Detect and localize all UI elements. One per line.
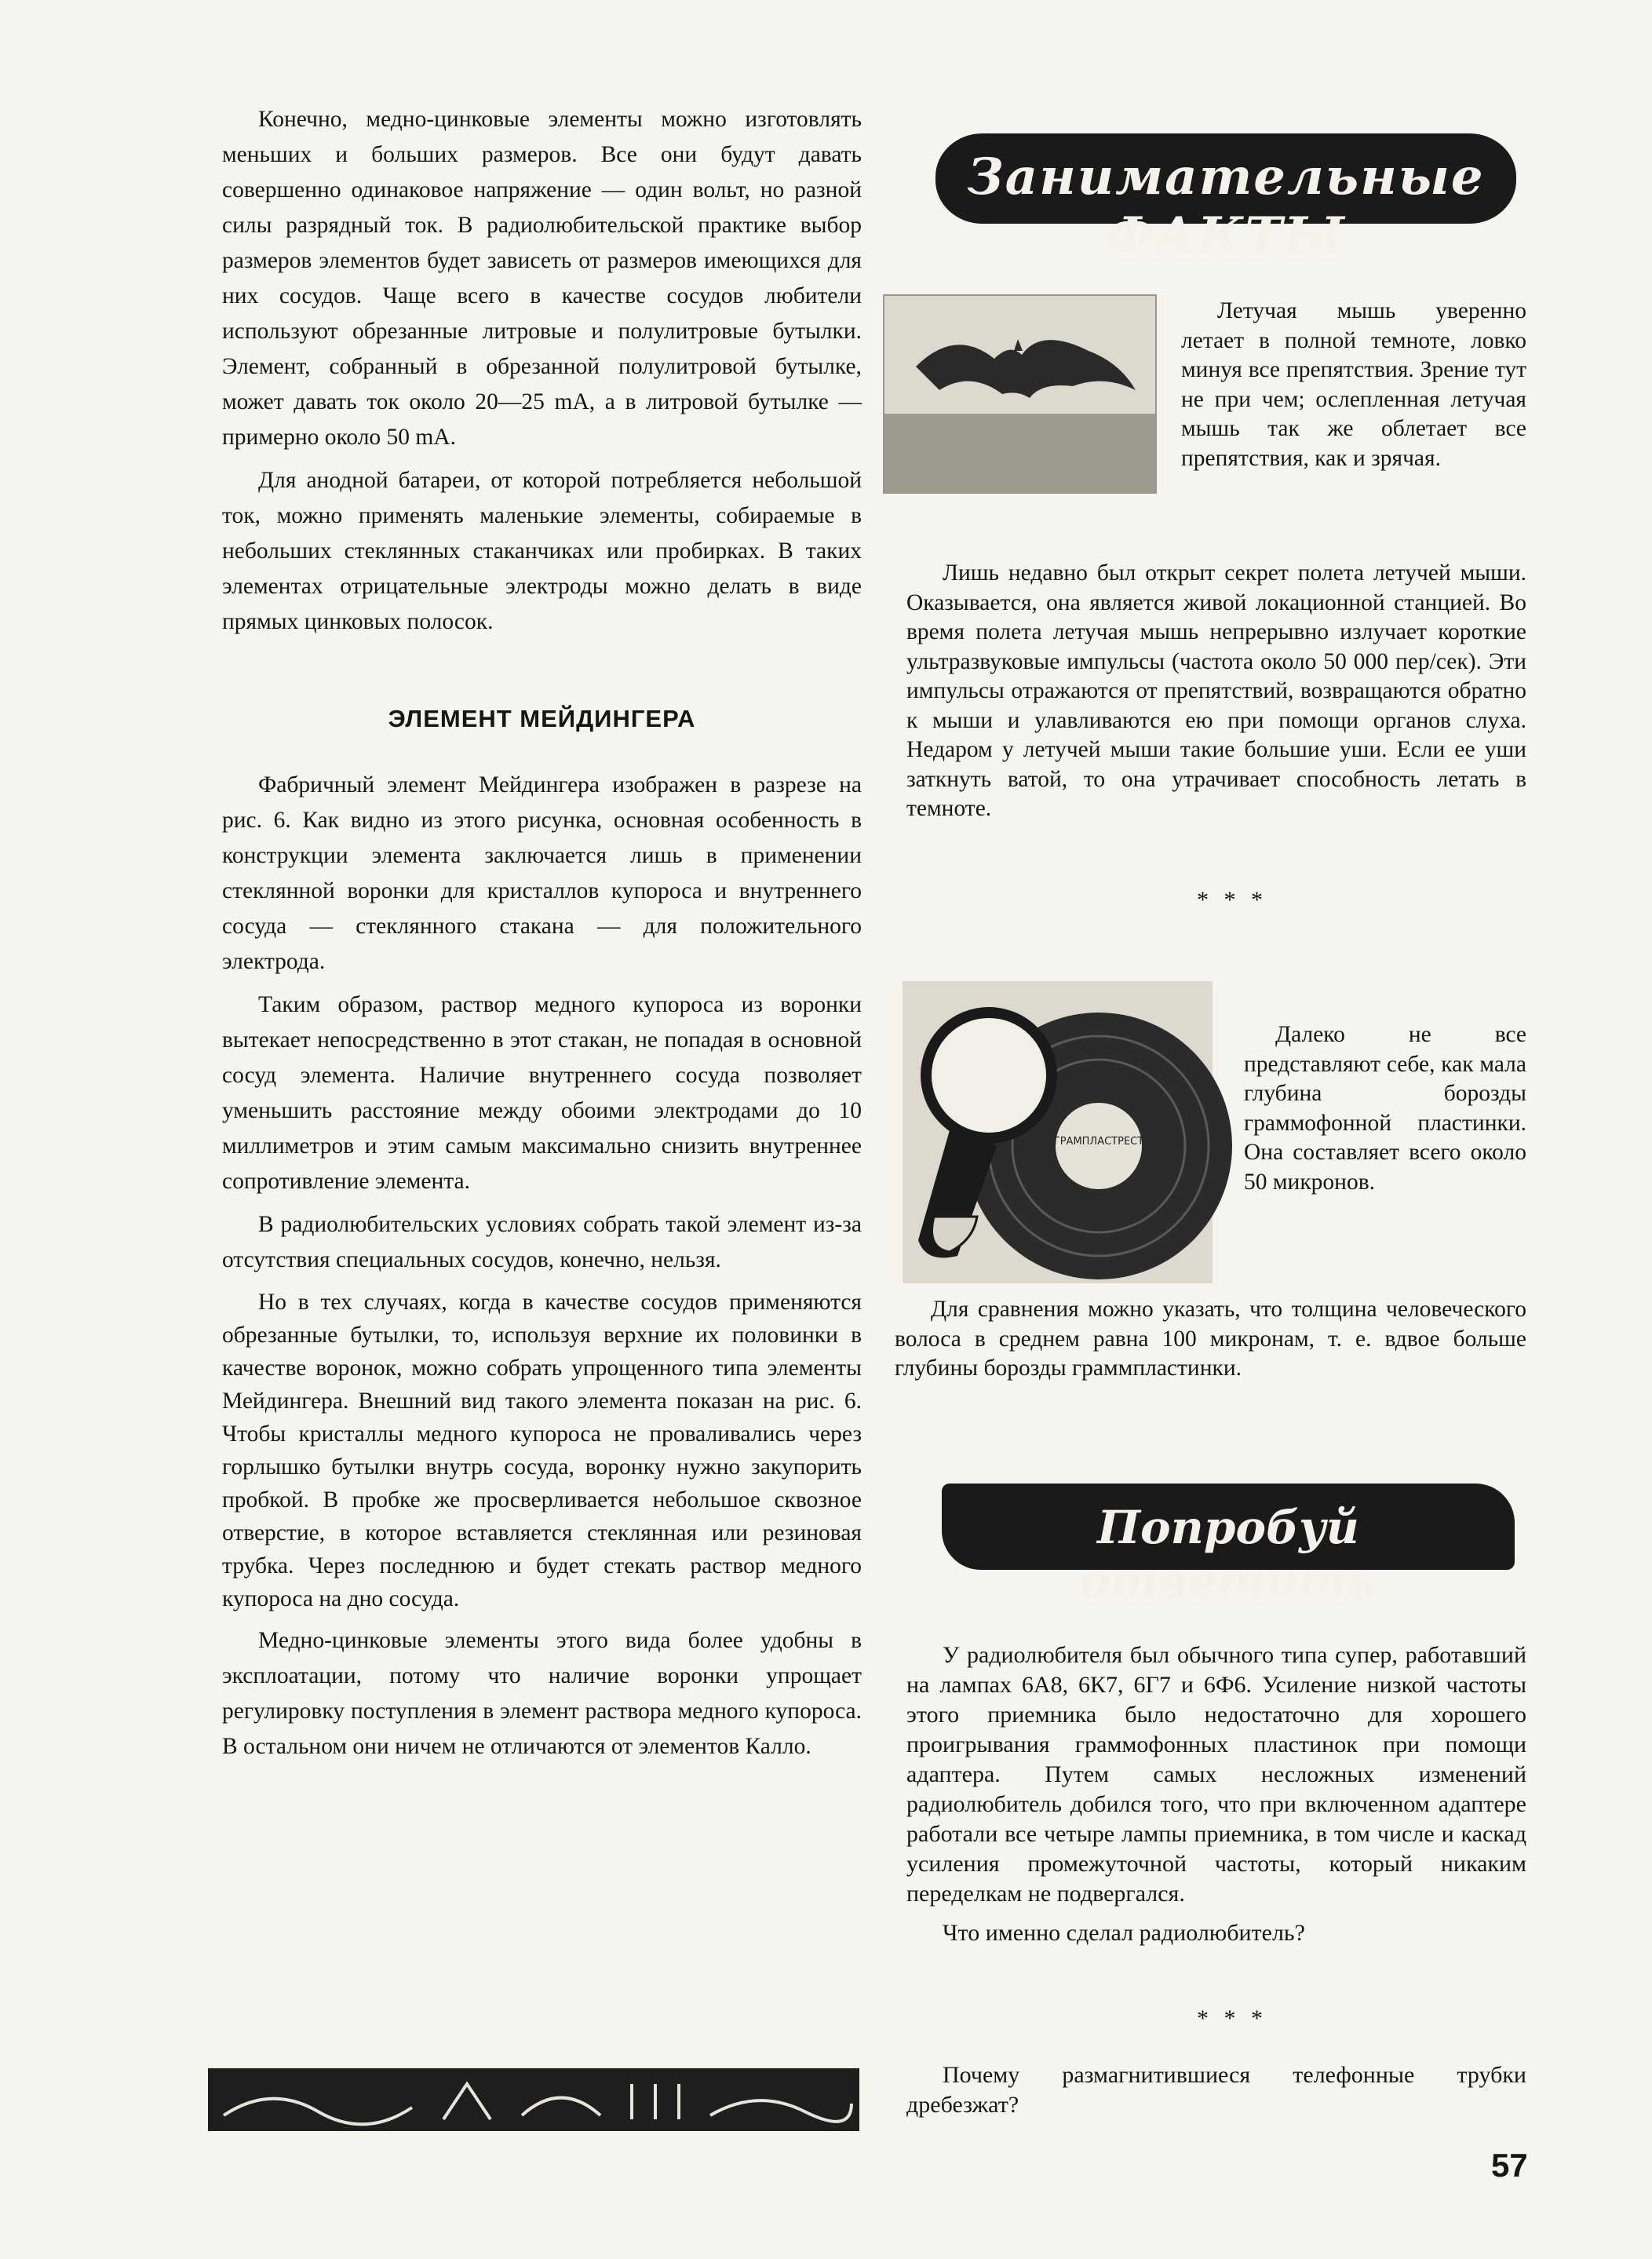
paragraph: Конечно, медно-цинковые элементы можно изготовлять меньших и больших размеров. Все они будут давать совершенно одинаковое напряжение — один вольт, но разной силы разрядный ток. В радиолюбительской практике выбор размеров элементов будет зависеть от размеров имеющихся для них сосудов. Чаще всего в качестве сосудов любители используют обрезанные литровые и полулитровые бутылки. Элемент, собранный в обрезанной полулитровой бутылке, может давать ток около 20—25 mA, а в литровой бутылке — примерно около 50 mA. — [222, 107, 862, 450]
paragraph: У радиолюбителя был обычного типа супер, работавший на лампах 6А8, 6К7, 6Г7 и 6Ф6. Усиление низкой частоты этого приемника было недостаточно для хорошего проигрывания граммофонных пластинок при помощи адаптера. Путем самых несложных изменений радиолюбитель добился того, что при включенном адаптере работали все четыре лампы приемника, в том числе и каскад усиления промежуточной частоты, который никаким переделкам не подвергался. — [906, 1642, 1526, 1907]
section-separator: * * * — [1197, 887, 1267, 913]
left-column — [222, 102, 862, 1772]
paragraph: Летучая мышь уверенно летает в полной темноте, ловко минуя все препятствия. Зрение тут не при чем; ослепленная летучая мышь так же облетает все препятствия, как и зрячая. — [1181, 298, 1526, 471]
page-number: 57 — [1491, 2147, 1528, 2184]
section-separator: * * * — [1197, 2005, 1267, 2031]
facts-title-banner — [935, 133, 1516, 265]
question-two — [906, 2060, 1526, 2120]
paragraph: Лишь недавно был открыт секрет полета летучей мыши. Оказывается, она является живой локационной станцией. Во время полета летучая мышь непрерывно излучает короткие ультразвуковые импульсы (частота около 50 000 пер/сек). Эти импульсы отражаются от препятствий, возвращаются обратно к мыши и улавливаются ею при помощи органов слуха. Недаром у летучей мыши такие большие уши. Если ее уши заткнуть ватой, то она утрачивает способность летать в темноте. — [906, 560, 1526, 821]
paragraph: Для сравнения можно указать, что толщина человеческого волоса в среднем равна 100 микронам, т. е. вдвое больше глубины борозды граммпластинки. — [895, 1297, 1526, 1381]
banner-title: Занимательные ФАКТЫ — [967, 148, 1485, 265]
paragraph: Далеко не все представляют себе, как мала глубина борозды граммофонной пластинки. Она составляет всего около 50 микронов. — [1244, 1022, 1526, 1195]
bat-explanation-text — [906, 559, 1526, 824]
paragraph: Для анодной батареи, от которой потребляется небольшой ток, можно применять маленькие элементы, собираемые в небольших стеклянных стаканчиках или пробирках. В таких элементах отрицательные электроды можно делать в виде прямых цинковых полосок. — [222, 468, 862, 634]
decorative-footer-illustration — [208, 2068, 859, 2131]
record-label-text: ГРАМПЛАСТРЕСТ — [1053, 1136, 1144, 1148]
bat-intro-text — [1181, 297, 1526, 473]
paragraph: Таким образом, раствор медного купороса из воронки вытекает непосредственно в этот стакан, не попадая в основной сосуд элемента. Наличие внутреннего сосуда позволяет уменьшить расстояние между обоими электродами до 10 миллиметров и этим самым максимально снизить внутреннее сопротивление элемента. — [222, 992, 862, 1194]
paragraph: Фабричный элемент Мейдингера изображен в разрезе на рис. 6. Как видно из этого рисунка, основная особенность в конструкции элемента заключается лишь в применении стеклянной воронки для кристаллов купороса и внутреннего сосуда — стеклянного стакана — для положительного электрода. — [222, 772, 862, 974]
record-intro-text — [1244, 1020, 1526, 1197]
section-heading: ЭЛЕМЕНТ МЕЙДИНГЕРА — [388, 705, 696, 732]
banner-title: Попробуй ответить — [1079, 1501, 1377, 1608]
paragraph: В радиолюбительских условиях собрать такой элемент из-за отсутствия специальных сосудов, конечно, нельзя. — [222, 1212, 862, 1272]
paragraph: Медно-цинковые элементы этого вида более удобны в эксплоатации, потому что наличие воронки упрощает регулировку поступления в элемент раствора медного купороса. В остальном они ничем не отличаются от элементов Калло. — [222, 1628, 862, 1759]
question-text: Что именно сделал радиолюбитель? — [943, 1920, 1305, 1946]
paragraph: Почему размагнитившиеся телефонные трубки дребезжат? — [906, 2062, 1526, 2118]
try-to-answer-banner — [942, 1483, 1515, 1608]
paragraph: Но в тех случаях, когда в качестве сосудов применяются обрезанные бутылки, то, используя верхние их половинки в качестве воронок, можно собрать упрощенного типа элементы Мейдингера. Внешний вид такого элемента показан на рис. 6. Чтобы кристаллы медного купороса не проваливались через горлышко бутылки внутрь сосуда, воронку нужно закупорить пробкой. В пробке же просверливается небольшое сквозное отверстие, в которое вставляется стеклянная или резиновая трубка. Через последнюю и будет стекать раствор медного купороса на дно сосуда. — [222, 1290, 862, 1611]
question-one — [906, 1640, 1526, 1958]
gramophone-record-illustration — [903, 981, 1213, 1283]
record-comparison-text — [895, 1295, 1526, 1384]
bat-illustration — [883, 294, 1157, 494]
